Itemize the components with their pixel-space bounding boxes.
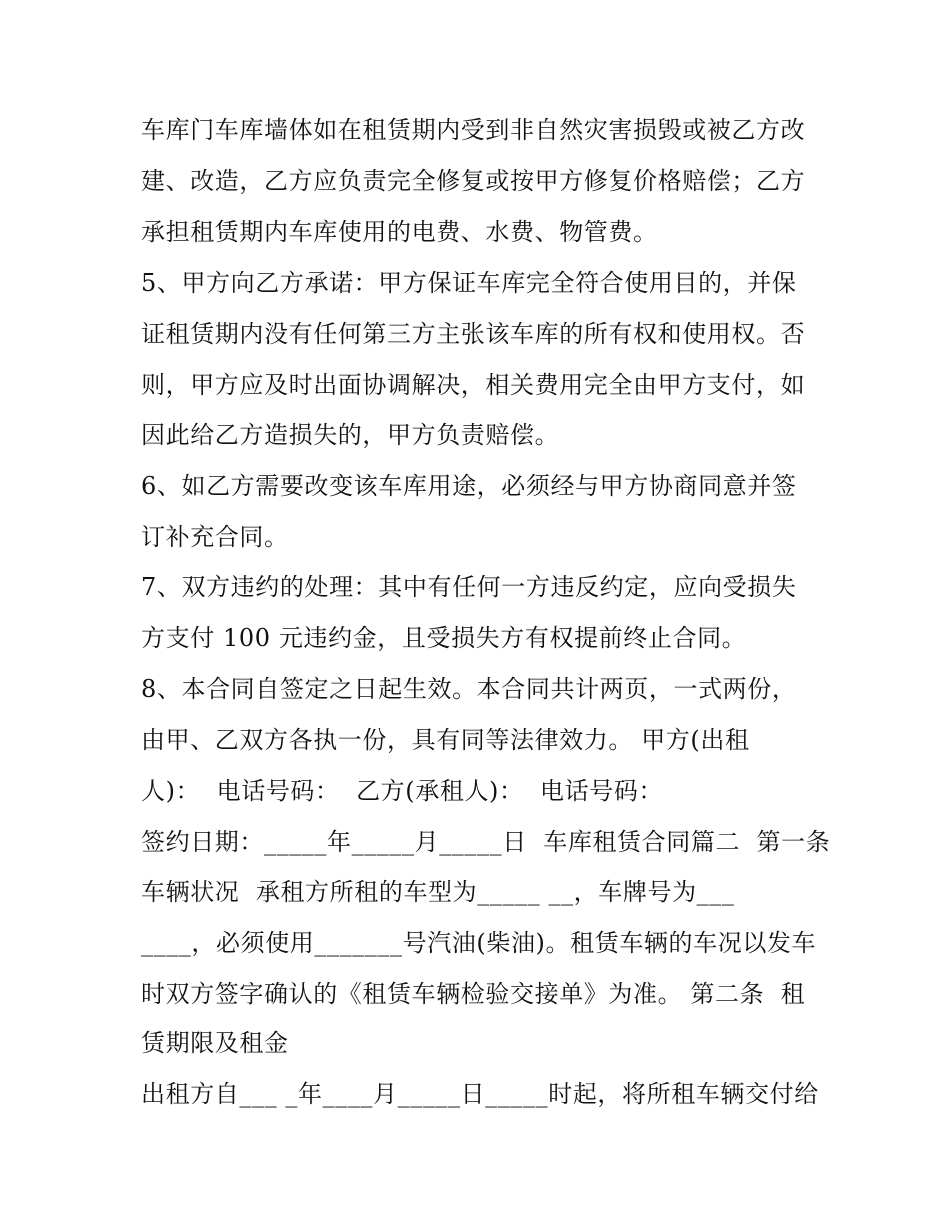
text-line: 因此给乙方造损失的，甲方负责赔偿。 [141,421,560,449]
text-line: 8、本合同自签定之日起生效。本合同共计两页，一式两份， [141,675,797,703]
text-line: 赁期限及租金 [141,1029,289,1057]
text-line: 签约日期：_____年_____月_____日 车库租赁合同篇二 第一条 [141,828,831,856]
text-line: 订补充合同。 [141,523,289,551]
text-line: 车辆状况 承租方所租的车型为_____ __，车牌号为___ [141,878,735,906]
text-line: 由甲、乙双方各执一份，具有同等法律效力。 甲方(出租 [141,726,750,754]
text-line: 承担租赁期内车库使用的电费、水费、物管费。 [141,218,658,246]
text-line: 出租方自___ _年____月_____日_____时起，将所租车辆交付给 [141,1080,819,1108]
text-line: 则，甲方应及时出面协调解决，相关费用完全由甲方支付，如 [141,371,806,399]
text-line: 证租赁期内没有任何第三方主张该车库的所有权和使用权。否 [141,320,806,348]
text-line: 7、双方违约的处理：其中有任何一方违反约定，应向受损失 [141,573,797,601]
text-line: 车库门车库墙体如在租赁期内受到非自然灾害损毁或被乙方改 [141,116,806,144]
text-line: 5、甲方向乙方承诺：甲方保证车库完全符合使用目的，并保 [141,269,797,297]
text-line: 时双方签字确认的《租赁车辆检验交接单》为准。 第二条 租 [141,980,806,1008]
text-line: 人)： 电话号码： 乙方(承租人)： 电话号码： [141,777,664,805]
text-line: 6、如乙方需要改变该车库用途，必须经与甲方协商同意并签 [141,472,797,500]
text-line: ____，必须使用_______号汽油(柴油)。租赁车辆的车况以发车 [141,929,817,957]
text-line: 方支付 100 元违约金，且受损失方有权提前终止合同。 [141,624,747,652]
text-line: 建、改造，乙方应负责完全修复或按甲方修复价格赔偿；乙方 [141,167,806,195]
